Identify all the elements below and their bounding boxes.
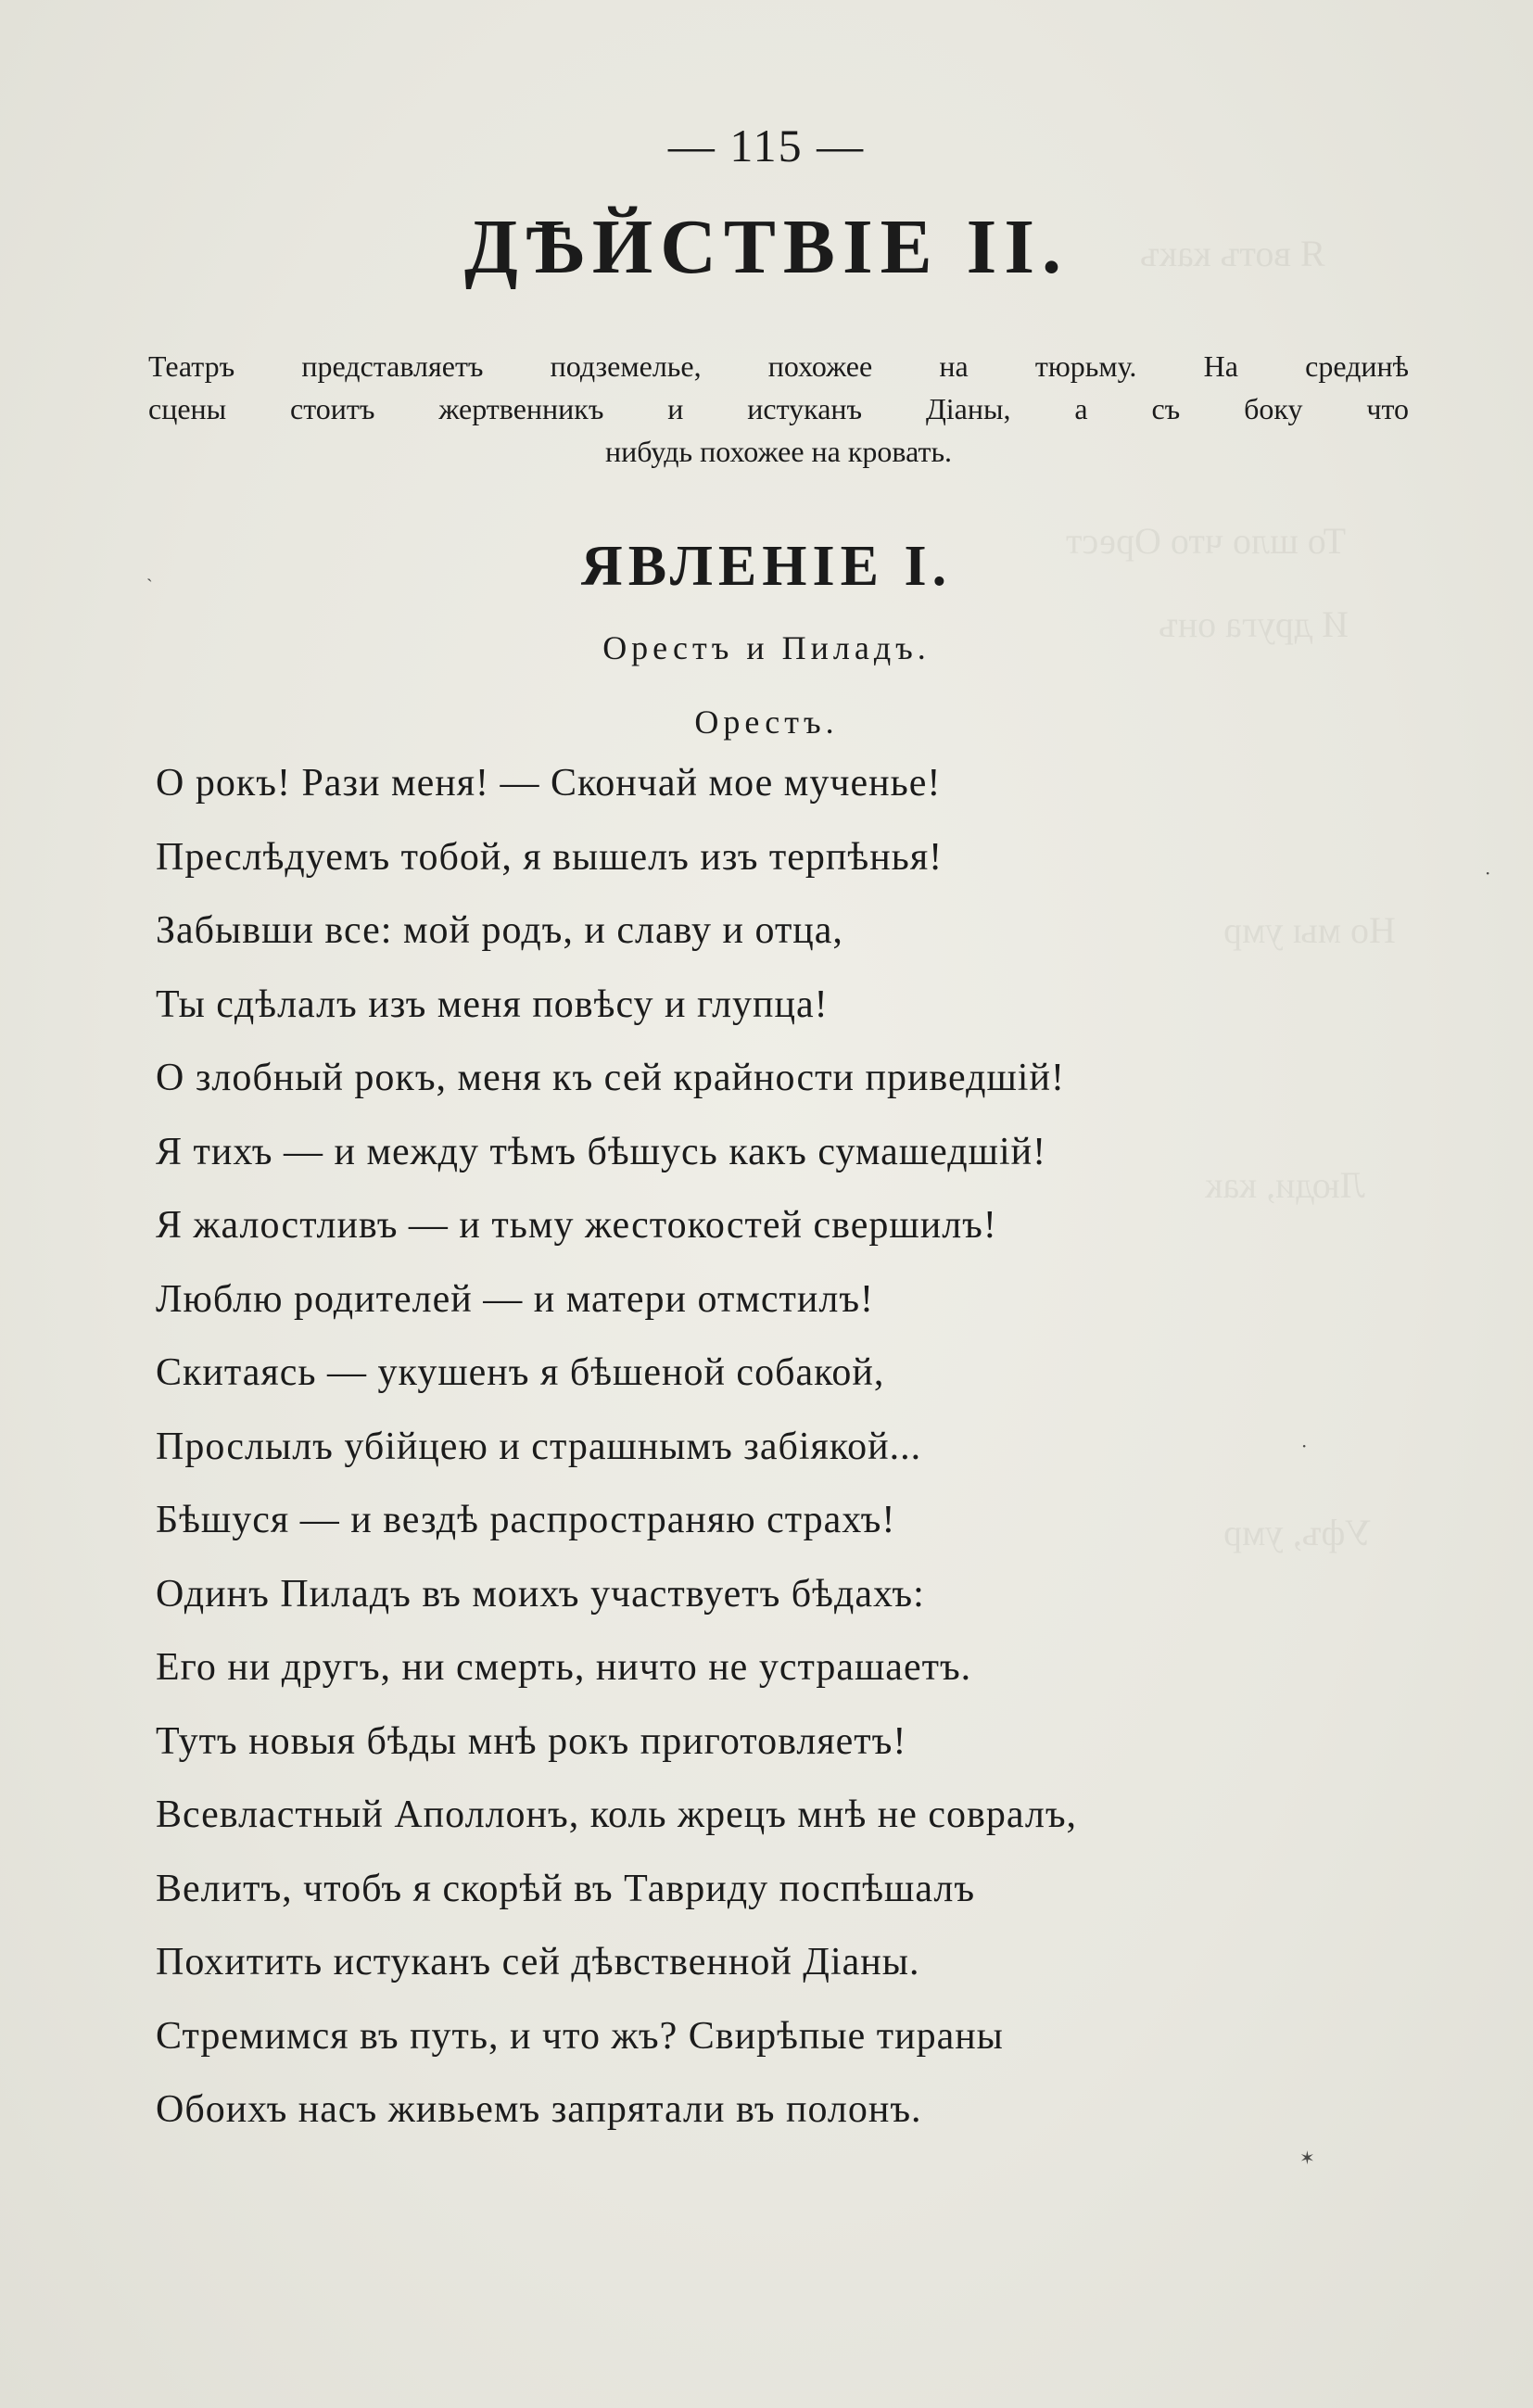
verse-line: Одинъ Пиладъ въ моихъ участвуетъ бѣдахъ:	[156, 1572, 925, 1616]
stage-direction-line: сцены стоитъ жертвенникъ и истуканъ Діаны, а съ боку что	[148, 392, 1409, 425]
verse-block	[156, 747, 1379, 2148]
stage-direction	[148, 345, 1409, 473]
verse-line: Ты сдѣлалъ изъ меня повѣсу и глупца!	[156, 982, 829, 1026]
verse-line: Его ни другъ, ни смерть, ничто не устрашаетъ.	[156, 1646, 972, 1689]
verse-line: О злобный рокъ, меня къ сей крайности приведшій!	[156, 1057, 1065, 1099]
act-title: ДѢЙСТВІЕ II.	[463, 204, 1070, 290]
stage-direction-line: нибудь похожее на кровать.	[604, 435, 953, 468]
page-number: — 115 —	[667, 120, 866, 171]
verse-line: Забывши все: мой родъ, и славу и отца,	[156, 909, 843, 952]
scene-characters: Орестъ и Пиладъ.	[602, 629, 931, 666]
bleed-through-text: Уфъ, умр	[1223, 1512, 1372, 1553]
verse-line: Стремимся въ путь, и что жъ? Свирѣпые тираны	[156, 2014, 1004, 2058]
verse-line: Бѣшуся — и вездѣ распространяю страхъ!	[156, 1499, 896, 1541]
verse-line: Скитаясь — укушенъ я бѣшеной собакой,	[156, 1351, 885, 1394]
verse-line: Обоихъ насъ живьемъ запрятали въ полонъ.	[156, 2088, 922, 2131]
print-speck: ˎ	[146, 560, 153, 582]
verse-line: О рокъ! Рази меня! — Скончай мое мученье!	[156, 762, 942, 805]
scene-title: ЯВЛЕНІЕ I.	[580, 535, 953, 598]
print-speck: ·	[1485, 862, 1491, 884]
print-speck: ✶	[1299, 2147, 1315, 2169]
verse-line: Велитъ, чтобъ я скорѣй въ Тавриду поспѣшалъ	[156, 1867, 976, 1910]
verse-line: Я тихъ — и между тѣмъ бѣшусь какъ сумашедшій!	[156, 1130, 1047, 1173]
verse-line: Прослылъ убійцею и страшнымъ забіякой...	[156, 1425, 922, 1468]
bleed-through-text: И друга онъ	[1159, 603, 1349, 645]
stage-direction-line: Театръ представляетъ подземелье, похожее на тюрьму. На срединѣ	[148, 349, 1409, 383]
speaker-name: Орестъ.	[694, 703, 839, 741]
print-speck: ·	[1301, 1435, 1308, 1457]
bleed-through-text: Я вотъ какъ	[1140, 233, 1325, 274]
bleed-through-text: Люди, как	[1205, 1164, 1365, 1206]
verse-line: Всевластный Аполлонъ, коль жрецъ мнѣ не совралъ,	[156, 1793, 1078, 1836]
verse-line: Тутъ новыя бѣды мнѣ рокъ приготовляетъ!	[156, 1719, 907, 1763]
verse-line: Люблю родителей — и матери отмстилъ!	[156, 1277, 875, 1321]
verse-line: Похитить истуканъ сей дѣвственной Діаны.	[156, 1941, 920, 1983]
verse-line: Преслѣдуемъ тобой, я вышелъ изъ терпѣнья!	[156, 835, 944, 879]
bleed-through-text: То шло что Орест	[1066, 520, 1347, 562]
verse-line: Я жалостливъ — и тьму жестокостей свершилъ!	[156, 1204, 997, 1247]
bleed-through-text: Но мы умр	[1223, 909, 1396, 951]
